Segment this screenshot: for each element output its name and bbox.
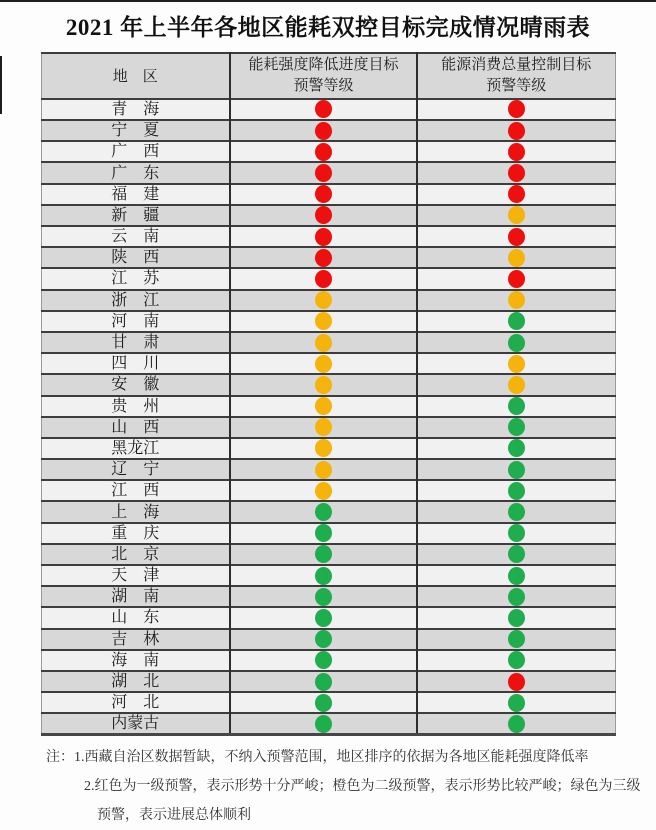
consumption-warning-cell (417, 311, 615, 332)
green-warning-dot (508, 461, 525, 479)
table-row (41, 184, 615, 205)
region-name: 青 海 (41, 99, 230, 120)
orange-warning-dot (315, 334, 332, 352)
consumption-warning-cell (417, 353, 615, 374)
table-row (41, 671, 615, 692)
table-row (41, 374, 615, 395)
table-row (41, 205, 615, 226)
red-warning-dot (508, 673, 525, 691)
orange-warning-dot (315, 461, 332, 479)
region-name: 山 西 (41, 417, 230, 438)
region-name: 安 徽 (41, 374, 230, 395)
consumption-warning-cell (417, 226, 615, 247)
green-warning-dot (315, 503, 332, 521)
consumption-warning-cell (417, 565, 615, 586)
region-name: 宁 夏 (41, 120, 230, 141)
consumption-warning-cell (417, 671, 615, 692)
red-warning-dot (508, 164, 525, 182)
green-warning-dot (508, 588, 525, 606)
intensity-warning-cell (230, 650, 417, 671)
orange-warning-dot (508, 291, 525, 309)
green-warning-dot (315, 567, 332, 585)
header-consumption-target (417, 53, 615, 99)
intensity-warning-cell (230, 586, 417, 607)
intensity-warning-cell (230, 607, 417, 628)
table-row (41, 692, 615, 713)
orange-warning-dot (315, 291, 332, 309)
red-warning-dot (315, 206, 332, 224)
green-warning-dot (315, 588, 332, 606)
red-warning-dot (508, 100, 525, 118)
consumption-warning-cell (417, 650, 615, 671)
consumption-warning-cell (417, 99, 615, 120)
red-warning-dot (508, 122, 525, 140)
header-row (41, 53, 615, 99)
consumption-warning-cell (417, 184, 615, 205)
consumption-warning-cell (417, 480, 615, 501)
consumption-warning-cell (417, 120, 615, 141)
region-name: 湖 北 (41, 671, 230, 692)
page-title: 2021 年上半年各地区能耗双控目标完成情况晴雨表 (65, 15, 591, 40)
red-warning-dot (508, 185, 525, 203)
green-warning-dot (508, 312, 525, 330)
header-intensity-target (230, 53, 417, 99)
consumption-warning-cell (417, 290, 615, 311)
green-warning-dot (508, 524, 525, 542)
region-name: 重 庆 (41, 523, 230, 544)
orange-warning-dot (508, 376, 525, 394)
consumption-warning-cell (417, 247, 615, 268)
scan-left-border-line (0, 56, 2, 114)
consumption-warning-cell (417, 268, 615, 289)
region-name: 陕 西 (41, 247, 230, 268)
header-region: 地 区 (41, 53, 230, 99)
region-name: 辽 宁 (41, 459, 230, 480)
region-name: 新 疆 (41, 205, 230, 226)
green-warning-dot (508, 651, 525, 669)
intensity-warning-cell (230, 523, 417, 544)
intensity-warning-cell (230, 374, 417, 395)
table-row (41, 290, 615, 311)
intensity-warning-cell (230, 565, 417, 586)
header-intensity-line1: 能耗强度降低进度目标 (248, 56, 399, 73)
table-row (41, 565, 615, 586)
green-warning-dot (315, 694, 332, 712)
green-warning-dot (508, 545, 525, 563)
intensity-warning-cell (230, 480, 417, 501)
region-name: 上 海 (41, 501, 230, 522)
intensity-warning-cell (230, 417, 417, 438)
region-name: 云 南 (41, 226, 230, 247)
green-warning-dot (315, 715, 332, 733)
table-row (41, 501, 615, 522)
consumption-warning-cell (417, 332, 615, 353)
table-row (41, 544, 615, 565)
green-warning-dot (315, 545, 332, 563)
intensity-warning-cell (230, 268, 417, 289)
consumption-warning-cell (417, 544, 615, 565)
intensity-warning-cell (230, 99, 417, 120)
region-name: 湖 南 (41, 586, 230, 607)
green-warning-dot (315, 630, 332, 648)
consumption-warning-cell (417, 713, 615, 735)
consumption-warning-cell (417, 396, 615, 417)
green-warning-dot (315, 524, 332, 542)
red-warning-dot (315, 228, 332, 246)
footnote-line-2: 2.红色为一级预警，表示形势十分严峻；橙色为二级预警，表示形势比较严峻；绿色为三级 (84, 779, 641, 795)
red-warning-dot (315, 143, 332, 161)
header-consumption-line1: 能源消费总量控制目标 (441, 56, 592, 73)
intensity-warning-cell (230, 141, 417, 162)
intensity-warning-cell (230, 247, 417, 268)
footnotes (0, 743, 656, 830)
orange-warning-dot (315, 418, 332, 436)
orange-warning-dot (508, 206, 525, 224)
barometer-table (41, 52, 616, 736)
orange-warning-dot (315, 397, 332, 415)
region-name: 福 建 (41, 184, 230, 205)
region-name: 江 西 (41, 480, 230, 501)
orange-warning-dot (508, 249, 525, 267)
region-name: 黑龙江 (41, 438, 230, 459)
table-row (41, 523, 615, 544)
intensity-warning-cell (230, 671, 417, 692)
red-warning-dot (315, 185, 332, 203)
region-name: 江 苏 (41, 268, 230, 289)
table-row (41, 459, 615, 480)
consumption-warning-cell (417, 501, 615, 522)
orange-warning-dot (315, 355, 332, 373)
intensity-warning-cell (230, 332, 417, 353)
green-warning-dot (508, 482, 525, 500)
intensity-warning-cell (230, 396, 417, 417)
orange-warning-dot (315, 482, 332, 500)
table-row (41, 268, 615, 289)
region-name: 海 南 (41, 650, 230, 671)
consumption-warning-cell (417, 523, 615, 544)
intensity-warning-cell (230, 501, 417, 522)
red-warning-dot (315, 100, 332, 118)
region-name: 甘 肃 (41, 332, 230, 353)
consumption-warning-cell (417, 417, 615, 438)
consumption-warning-cell (417, 629, 615, 650)
region-name: 北 京 (41, 544, 230, 565)
table-row (41, 417, 615, 438)
consumption-warning-cell (417, 141, 615, 162)
region-name: 吉 林 (41, 629, 230, 650)
region-name: 天 津 (41, 565, 230, 586)
table-row (41, 99, 615, 120)
green-warning-dot (315, 673, 332, 691)
table-row (41, 713, 615, 735)
red-warning-dot (508, 270, 525, 288)
consumption-warning-cell (417, 692, 615, 713)
table-row (41, 438, 615, 459)
intensity-warning-cell (230, 290, 417, 311)
table-row (41, 629, 615, 650)
intensity-warning-cell (230, 311, 417, 332)
orange-warning-dot (315, 312, 332, 330)
consumption-warning-cell (417, 607, 615, 628)
scan-top-border-line (0, 0, 656, 2)
table-row (41, 311, 615, 332)
green-warning-dot (508, 334, 525, 352)
intensity-warning-cell (230, 544, 417, 565)
red-warning-dot (315, 249, 332, 267)
intensity-warning-cell (230, 353, 417, 374)
intensity-warning-cell (230, 120, 417, 141)
red-warning-dot (315, 122, 332, 140)
table-row (41, 353, 615, 374)
intensity-warning-cell (230, 692, 417, 713)
green-warning-dot (508, 439, 525, 457)
table-row (41, 396, 615, 417)
green-warning-dot (315, 609, 332, 627)
green-warning-dot (508, 418, 525, 436)
consumption-warning-cell (417, 205, 615, 226)
orange-warning-dot (315, 439, 332, 457)
table-row (41, 607, 615, 628)
green-warning-dot (508, 397, 525, 415)
intensity-warning-cell (230, 438, 417, 459)
region-name: 山 东 (41, 607, 230, 628)
green-warning-dot (508, 609, 525, 627)
table-row (41, 480, 615, 501)
footnote-line-1: 注：1.西藏自治区数据暂缺，不纳入预警范围，地区排序的依据为各地区能耗强度降低率 (46, 750, 589, 766)
consumption-warning-cell (417, 438, 615, 459)
table-row (41, 141, 615, 162)
red-warning-dot (315, 164, 332, 182)
red-warning-dot (315, 270, 332, 288)
table-row (41, 586, 615, 607)
orange-warning-dot (508, 355, 525, 373)
header-intensity-line2: 预警等级 (293, 77, 354, 94)
intensity-warning-cell (230, 629, 417, 650)
consumption-warning-cell (417, 459, 615, 480)
red-warning-dot (508, 143, 525, 161)
orange-warning-dot (315, 376, 332, 394)
table-row (41, 650, 615, 671)
table-row (41, 162, 615, 183)
region-name: 河 南 (41, 311, 230, 332)
region-name: 河 北 (41, 692, 230, 713)
intensity-warning-cell (230, 162, 417, 183)
footnote-line-3: 预警，表示进展总体顺利 (97, 808, 251, 824)
table-row (41, 247, 615, 268)
header-consumption-line2: 预警等级 (486, 77, 547, 94)
consumption-warning-cell (417, 374, 615, 395)
region-name: 四 川 (41, 353, 230, 374)
intensity-warning-cell (230, 226, 417, 247)
intensity-warning-cell (230, 713, 417, 735)
consumption-warning-cell (417, 586, 615, 607)
table-row (41, 226, 615, 247)
red-warning-dot (508, 228, 525, 246)
table-row (41, 120, 615, 141)
green-warning-dot (315, 651, 332, 669)
region-name: 广 东 (41, 162, 230, 183)
green-warning-dot (508, 715, 525, 733)
green-warning-dot (508, 630, 525, 648)
table-row (41, 332, 615, 353)
intensity-warning-cell (230, 459, 417, 480)
intensity-warning-cell (230, 205, 417, 226)
consumption-warning-cell (417, 162, 615, 183)
green-warning-dot (508, 503, 525, 521)
green-warning-dot (508, 567, 525, 585)
green-warning-dot (508, 694, 525, 712)
region-name: 贵 州 (41, 396, 230, 417)
intensity-warning-cell (230, 184, 417, 205)
region-name: 浙 江 (41, 290, 230, 311)
region-name: 内蒙古 (41, 713, 230, 735)
region-name: 广 西 (41, 141, 230, 162)
